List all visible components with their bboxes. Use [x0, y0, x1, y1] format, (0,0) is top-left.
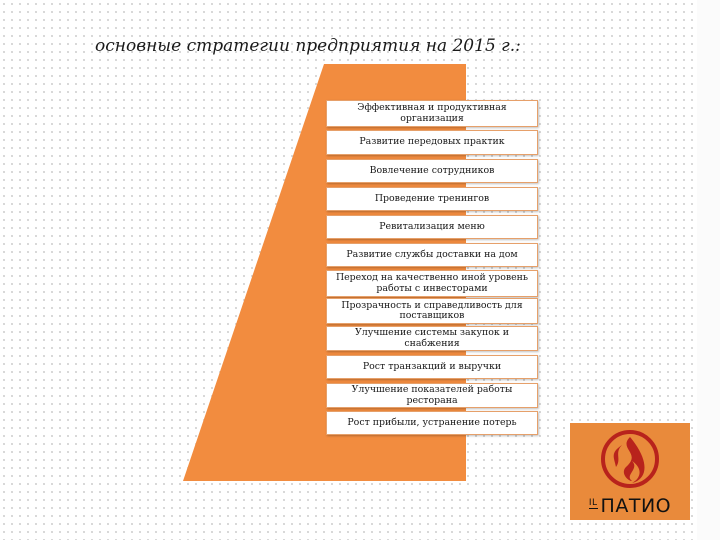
pyramid-level: Вовлечение сотрудников [326, 159, 538, 183]
pyramid-level: Улучшение системы закупок и снабжения [326, 326, 538, 351]
pyramid-level: Прозрачность и справедливость для поставщиков [326, 298, 538, 324]
pyramid-level: Развитие передовых практик [326, 130, 538, 155]
logo-prefix: IL [588, 498, 598, 508]
flame-emblem-icon [570, 423, 690, 495]
pyramid-level: Улучшение показателей работы ресторана [326, 383, 538, 408]
pyramid-level: Переход на качественно иной уровень работы с инвесторами [326, 270, 538, 297]
pyramid-level: Развитие службы доставки на дом [326, 243, 538, 267]
pyramid-level: Рост транзакций и выручки [326, 355, 538, 379]
logo-name: ПАТИО [600, 495, 672, 517]
slide-title: основные стратегии предприятия на 2015 г.: [95, 36, 521, 56]
logo-wordmark [570, 495, 690, 517]
pyramid-level: Проведение тренингов [326, 187, 538, 211]
il-patio-logo [570, 423, 690, 520]
pyramid-level: Эффективная и продуктивная организация [326, 100, 538, 127]
pyramid-level: Рост прибыли, устранение потерь [326, 411, 538, 435]
pyramid-level: Ревитализация меню [326, 215, 538, 239]
